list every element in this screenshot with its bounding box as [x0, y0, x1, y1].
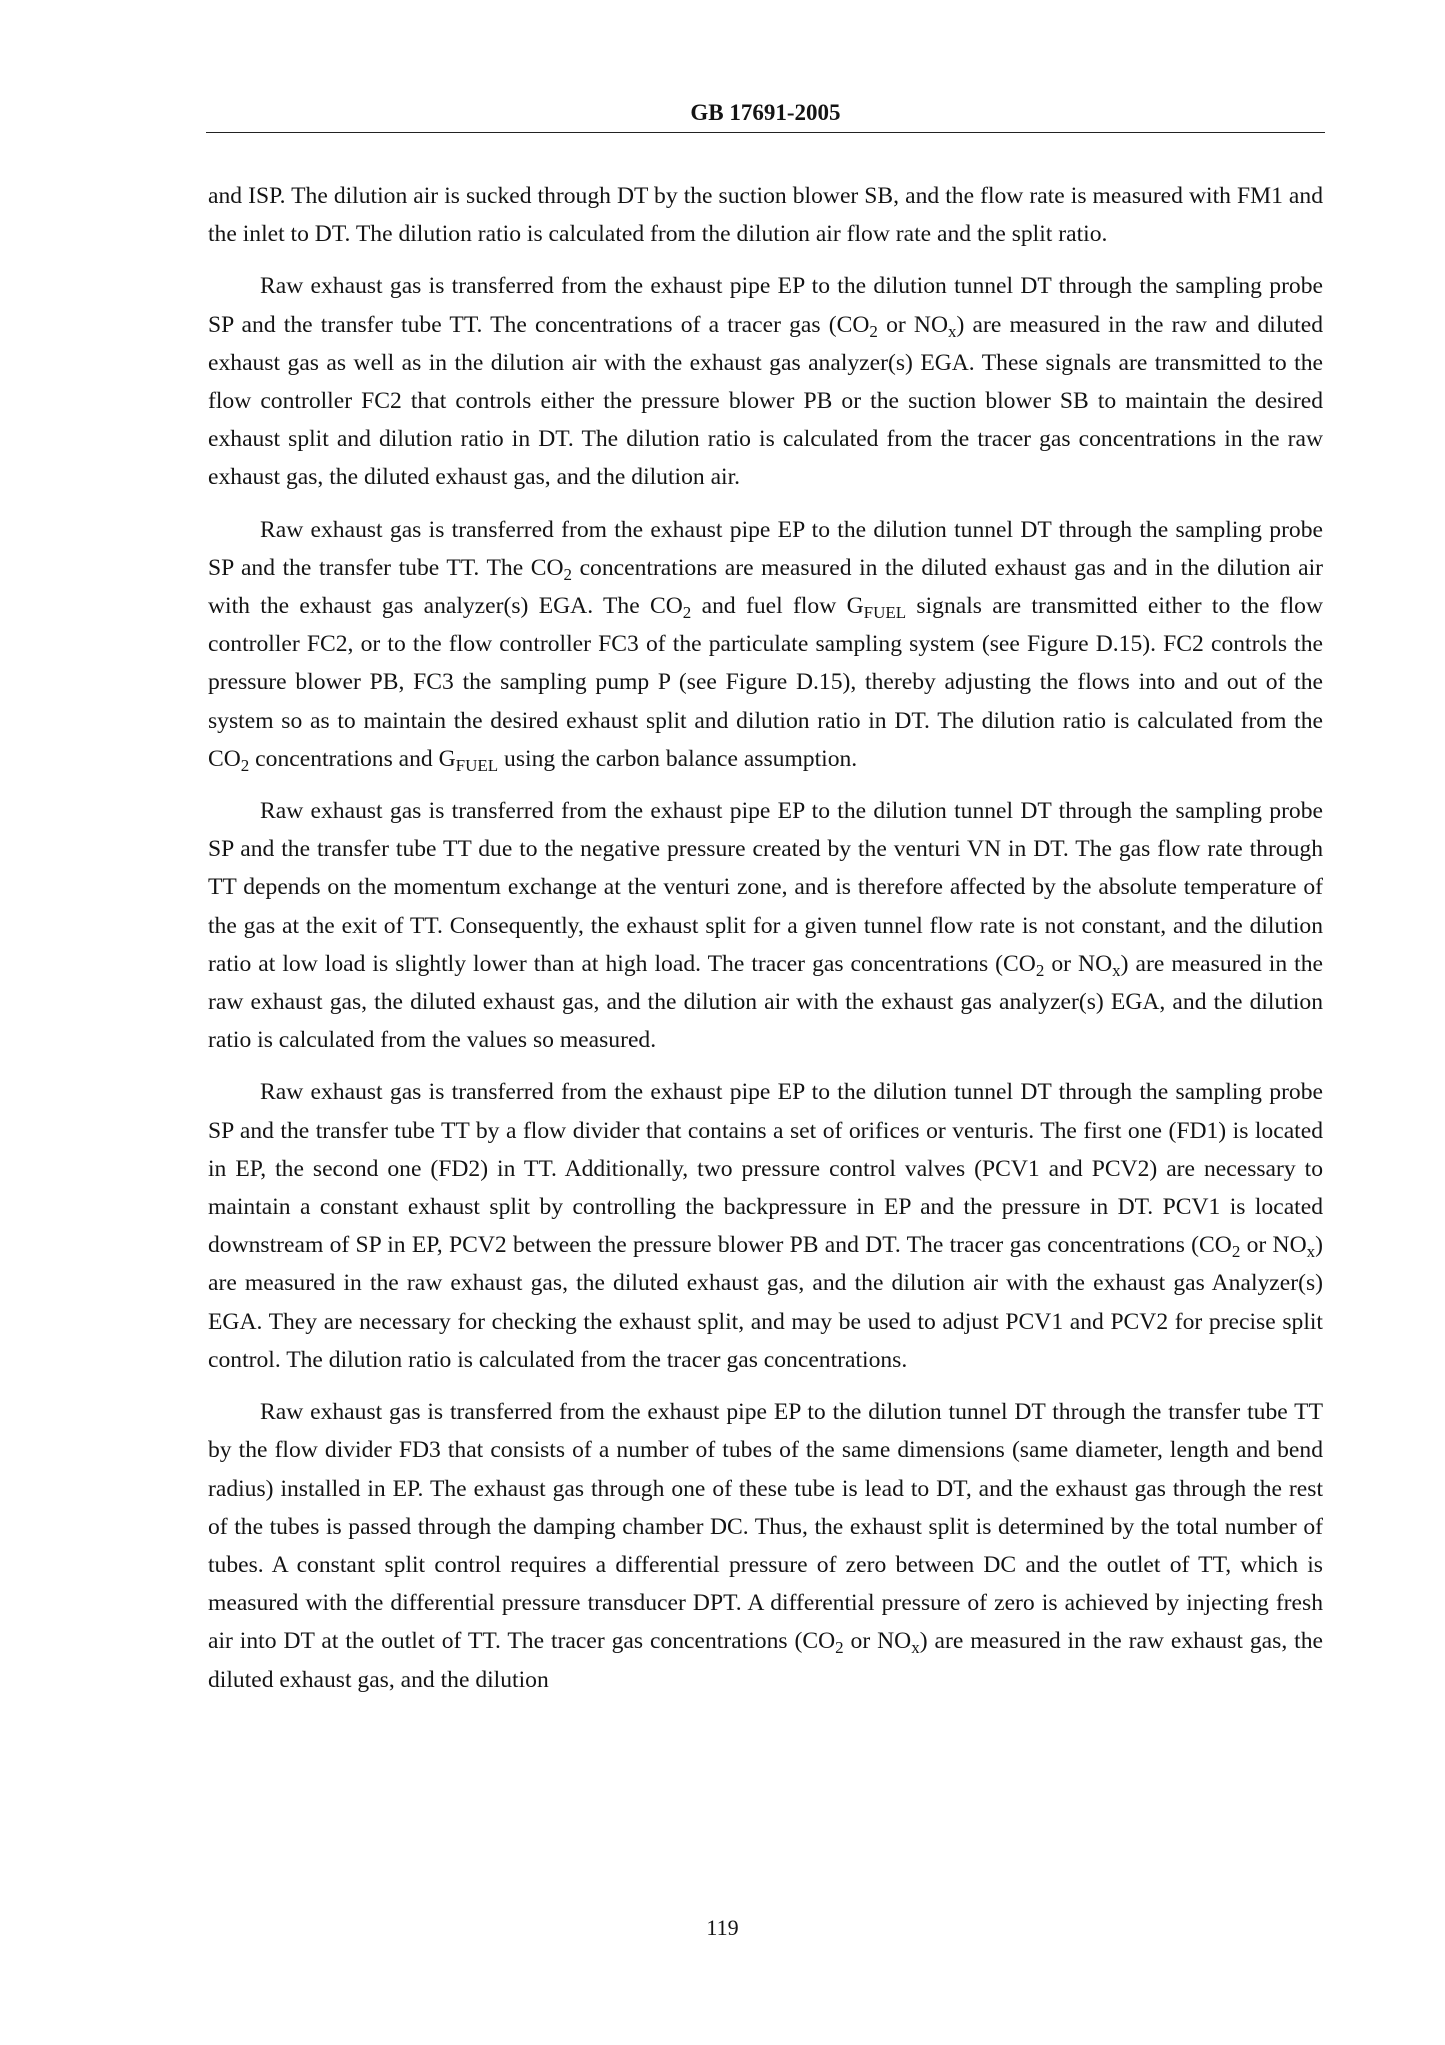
- paragraph-1: [208, 177, 1323, 253]
- standard-title: GB 17691-2005: [690, 100, 841, 125]
- text-run: Raw exhaust gas is transferred from the exhaust pipe EP to the dilution tunnel DT through the sampling probe SP and the transfer tube TT due to the negative pressure created by the venturi VN in DT. The gas flow rate through TT depends on the momentum exchange at the venturi zone, and is therefore affected by the absolute temperature of the gas at the exit of TT. Consequently, the exhaust split for a given tunnel flow rate is not constant, and the dilution ratio at low load is slightly lower than at high load. The tracer gas concentrations (CO: [208, 798, 1323, 977]
- subscript: x: [948, 321, 957, 341]
- subscript: x: [1306, 1242, 1316, 1262]
- text-run: using the carbon balance assumption.: [498, 745, 858, 772]
- document-header: [206, 100, 1325, 133]
- page-number: 119: [706, 1915, 739, 1940]
- text-run: and fuel flow G: [691, 593, 864, 620]
- paragraph-3: [208, 511, 1323, 778]
- subscript: 2: [869, 321, 878, 341]
- document-body: [208, 177, 1323, 1713]
- paragraph-5: [208, 1073, 1323, 1379]
- paragraph-6: [208, 1393, 1323, 1699]
- text-run: Raw exhaust gas is transferred from the exhaust pipe EP to the dilution tunnel DT through the sampling probe SP and the transfer tube TT. The CO: [208, 516, 1323, 581]
- text-run: or NO: [1240, 1232, 1307, 1259]
- text-run: ) are measured in the raw exhaust gas, the diluted exhaust gas, and the dilution: [208, 1628, 1323, 1693]
- subscript: FUEL: [455, 755, 499, 775]
- text-run: Raw exhaust gas is transferred from the exhaust pipe EP to the dilution tunnel DT through the sampling probe SP and the transfer tube TT. The concentrations of a tracer gas (CO: [208, 273, 1323, 338]
- subscript: x: [1112, 960, 1121, 980]
- text-run: ) are measured in the raw exhaust gas, the diluted exhaust gas, and the dilution air with the exhaust gas analyzer(s) EGA, and the dilution ratio is calculated from the values so measured.: [208, 950, 1324, 1054]
- paragraph-4: [208, 792, 1323, 1059]
- subscript: 2: [682, 602, 692, 622]
- paragraph-2: [208, 267, 1323, 496]
- subscript: 2: [240, 755, 250, 775]
- subscript: 2: [1035, 960, 1045, 980]
- text-run: or NO: [1044, 950, 1113, 977]
- text-run: concentrations and G: [249, 745, 456, 772]
- text-run: ) are measured in the raw and diluted exhaust gas as well as in the dilution air with the exhaust gas analyzer(s) EGA. These signals are transmitted to the flow controller FC2 that controls either the pressure blower PB or the suction blower SB to maintain the desired exhaust split and dilution ratio in DT. The dilution ratio is calculated from the tracer gas concentrations in the raw exhaust gas, the diluted exhaust gas, and the dilution air.: [208, 311, 1323, 491]
- text-run: Raw exhaust gas is transferred from the exhaust pipe EP to the dilution tunnel DT through the transfer tube TT by the flow divider FD3 that consists of a number of tubes of the same dimensions (same diameter, length and bend radius) installed in EP. The exhaust gas through one of these tube is lead to DT, and the exhaust gas through the rest of the tubes is passed through the damping chamber DC. Thus, the exhaust split is determined by the total number of tubes. A constant split control requires a differential pressure of zero between DC and the outlet of TT, which is measured with the differential pressure transducer DPT. A differential pressure of zero is achieved by injecting fresh air into DT at the outlet of TT. The tracer gas concentrations (CO: [208, 1399, 1323, 1655]
- subscript: FUEL: [863, 602, 907, 622]
- subscript: 2: [563, 564, 573, 584]
- text-run: or NO: [877, 311, 949, 338]
- text-run: concentrations are measured in the diluted exhaust gas and in the dilution air with the exhaust gas analyzer(s) EGA. The CO: [208, 554, 1323, 620]
- text-run: or NO: [843, 1628, 912, 1655]
- subscript: x: [911, 1638, 920, 1658]
- text-run: Raw exhaust gas is transferred from the exhaust pipe EP to the dilution tunnel DT through the sampling probe SP and the transfer tube TT by a flow divider that contains a set of orifices or venturis. The first one (FD1) is located in EP, the second one (FD2) in TT. Additionally, two pressure control valves (PCV1 and PCV2) are necessary to maintain a constant exhaust split by controlling the backpressure in EP and the pressure in DT. PCV1 is located downstream of SP in EP, PCV2 between the pressure blower PB and DT. The tracer gas concentrations (CO: [208, 1079, 1323, 1259]
- subscript: 2: [835, 1638, 844, 1658]
- text-run: ) are measured in the raw exhaust gas, the diluted exhaust gas, and the dilution air with the exhaust gas Analyzer(s) EGA. They are necessary for checking the exhaust split, and may be used to adjust PCV1 and PCV2 for precise split control. The dilution ratio is calculated from the tracer gas concentrations.: [208, 1232, 1323, 1373]
- page-footer: [0, 1915, 1445, 1941]
- text-run: and ISP. The dilution air is sucked through DT by the suction blower SB, and the flow rate is measured with FM1 and the inlet to DT. The dilution ratio is calculated from the dilution air flow rate and the split ratio.: [208, 183, 1323, 248]
- subscript: 2: [1231, 1242, 1241, 1262]
- text-run: signals are transmitted either to the flow controller FC2, or to the flow controller FC3 of the particulate sampling system (see Figure D.15). FC2 controls the pressure blower PB, FC3 the sampling pump P (see Figure D.15), thereby adjusting the flows into and out of the system so as to maintain the desired exhaust split and dilution ratio in DT. The dilution ratio is calculated from the CO: [208, 593, 1323, 772]
